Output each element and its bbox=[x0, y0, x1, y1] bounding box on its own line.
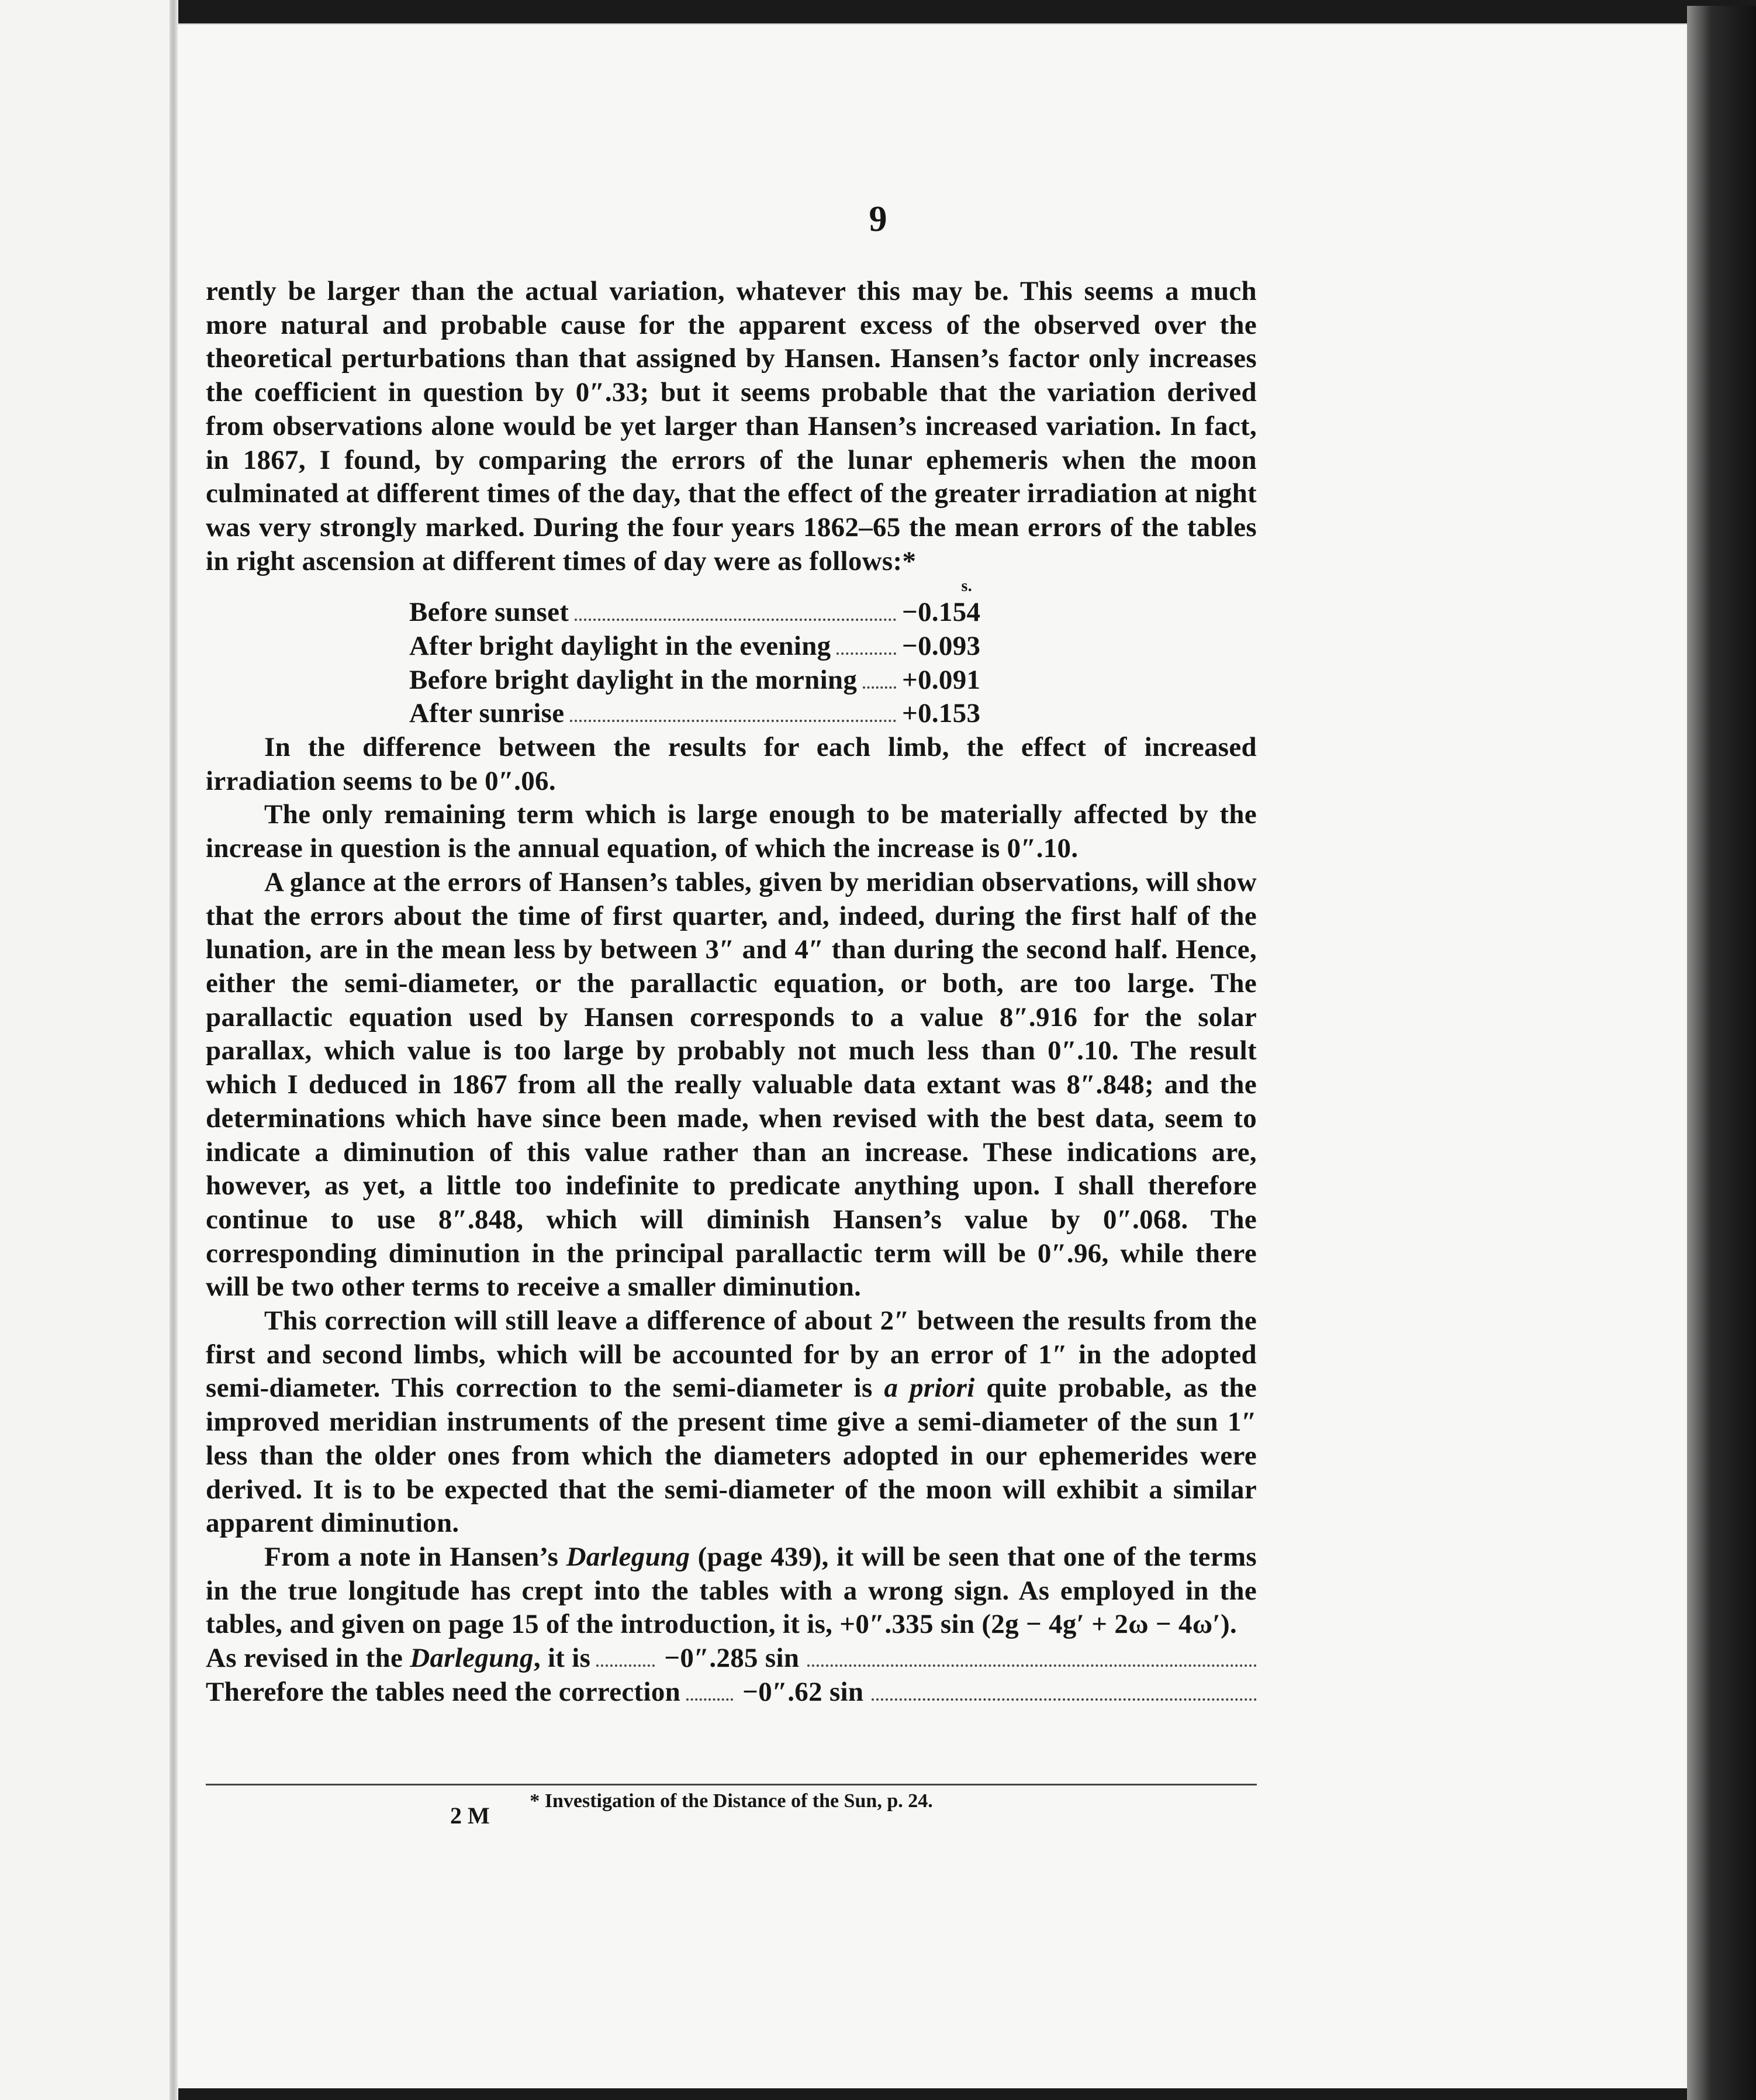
facing-page-edge bbox=[0, 0, 178, 2100]
row-value: +0.153 bbox=[902, 698, 981, 729]
line-value: −0″.62 sin bbox=[742, 1676, 864, 1707]
row-label: After bright daylight in the evening bbox=[409, 631, 831, 662]
paragraph-semi-diameter bbox=[206, 1304, 1257, 1541]
footnote-rule bbox=[206, 1784, 1257, 1785]
row-label: Before sunset bbox=[409, 597, 569, 628]
row-value: −0.154 bbox=[902, 597, 981, 628]
italic-term: a priori bbox=[884, 1373, 975, 1404]
dot-leader bbox=[863, 686, 896, 689]
text-run: As revised in the bbox=[206, 1643, 410, 1674]
row-value: −0.093 bbox=[902, 631, 981, 662]
page-number: 9 bbox=[869, 199, 887, 239]
dot-leader bbox=[596, 1664, 655, 1667]
text-run: quite probable, as the improved meridian instruments of the present time give a semi-diameter of the sun 1″ less than the older ones from which the diameters adopted in our ephemerides were derived. It is to be expected that the semi-diameter of the moon will exhibit a similar apparent diminution. bbox=[206, 1373, 1257, 1539]
mean-errors-table bbox=[409, 578, 1019, 731]
line-label: Therefore the tables need the correction bbox=[206, 1676, 681, 1707]
table-row bbox=[409, 630, 1019, 664]
dot-leader bbox=[836, 652, 896, 655]
table-row bbox=[409, 596, 1019, 630]
table-row bbox=[409, 697, 1019, 731]
table-row bbox=[409, 664, 1019, 697]
book-gutter bbox=[170, 0, 178, 2100]
line-value: −0″.285 sin bbox=[664, 1643, 800, 1674]
dot-leader bbox=[575, 619, 896, 621]
paragraph-darlegung bbox=[206, 1541, 1257, 1642]
page-body bbox=[206, 275, 1257, 1709]
italic-term: Darlegung bbox=[566, 1541, 690, 1572]
paragraph-continued: rently be larger than the actual variation, whatever this may be. This seems a much more natural and probable cause for the apparent excess of the observed over the theoretical perturbations than that assigned by Hansen. Hansen’s factor only increases the coefficient in question by 0″.33; but it seems probable that the variation derived from observations alone would be yet larger than Hansen’s increased variation. In fact, in 1867, I found, by comparing the errors of the lunar ephemeris when the moon culminated at different times of the day, that the effect of the greater irradiation at night was very strongly marked. During the four years 1862–65 the mean errors of the tables in right ascension at different times of day were as follows:* bbox=[206, 276, 1257, 576]
text-run: , it is bbox=[533, 1643, 591, 1674]
text-run: (page 439), it will be seen that one of the terms in the true longitude has crept into the tables with a wrong sign. As employed in the tables, and given on page 15 of the introduction, it is, +0″.335 sin (2g − 4g′ + 2ω − 4ω′). bbox=[206, 1541, 1257, 1640]
dot-leader bbox=[570, 720, 896, 722]
paragraph-annual-equation: The only remaining term which is large enough to be materially affected by the increase in question is the annual equation, of which the increase is 0″.10. bbox=[206, 799, 1257, 864]
dot-leader bbox=[807, 1664, 1257, 1667]
paragraph-irradiation: In the difference between the results for each limb, the effect of increased irradiation seems to be 0″.06. bbox=[206, 732, 1257, 796]
dot-leader bbox=[872, 1698, 1257, 1701]
signature-mark: 2 M bbox=[450, 1802, 490, 1829]
footnote: * Investigation of the Distance of the Sun, p. 24. bbox=[530, 1790, 933, 1812]
correction-line bbox=[206, 1676, 1257, 1709]
revised-term-line bbox=[206, 1642, 1257, 1676]
paragraph-parallactic-equation: A glance at the errors of Hansen’s tables, given by meridian observations, will show that the errors about the time of first quarter, and, indeed, during the first half of the lunation, are in the mean less by between 3″ and 4″ than during the second half. Hence, either the semi-diameter, or the parallactic equation, or both, are too large. The parallactic equation used by Hansen corresponds to a value 8″.916 for the solar parallax, which value is too large by probably not much less than 0″.10. The result which I deduced in 1867 from all the really valuable data extant was 8″.848; and the determinations which have since been made, when revised with the best data, seem to indicate a diminution of this value rather than an increase. These indications are, however, as yet, a little too indefinite to predicate anything upon. I shall therefore continue to use 8″.848, which will diminish Hansen’s value by 0″.068. The corresponding diminution in the principal parallactic term will be 0″.96, while there will be two other terms to receive a smaller diminution. bbox=[206, 866, 1257, 1303]
line-label bbox=[206, 1642, 590, 1676]
row-label: Before bright daylight in the morning bbox=[409, 664, 858, 695]
book-cover-edge bbox=[1687, 6, 1756, 2100]
row-label: After sunrise bbox=[409, 698, 565, 729]
row-value: +0.091 bbox=[902, 664, 981, 695]
italic-term: Darlegung bbox=[410, 1643, 534, 1674]
table-unit: s. bbox=[961, 577, 972, 596]
text-run: From a note in Hansen’s bbox=[264, 1541, 566, 1572]
text-run: This correction will still leave a difference of about 2″ between the results from the first and second limbs, which will be accounted for by an error of 1″ in the adopted semi-diameter. This correction to the semi-diameter is bbox=[206, 1305, 1257, 1404]
dot-leader bbox=[686, 1698, 733, 1701]
